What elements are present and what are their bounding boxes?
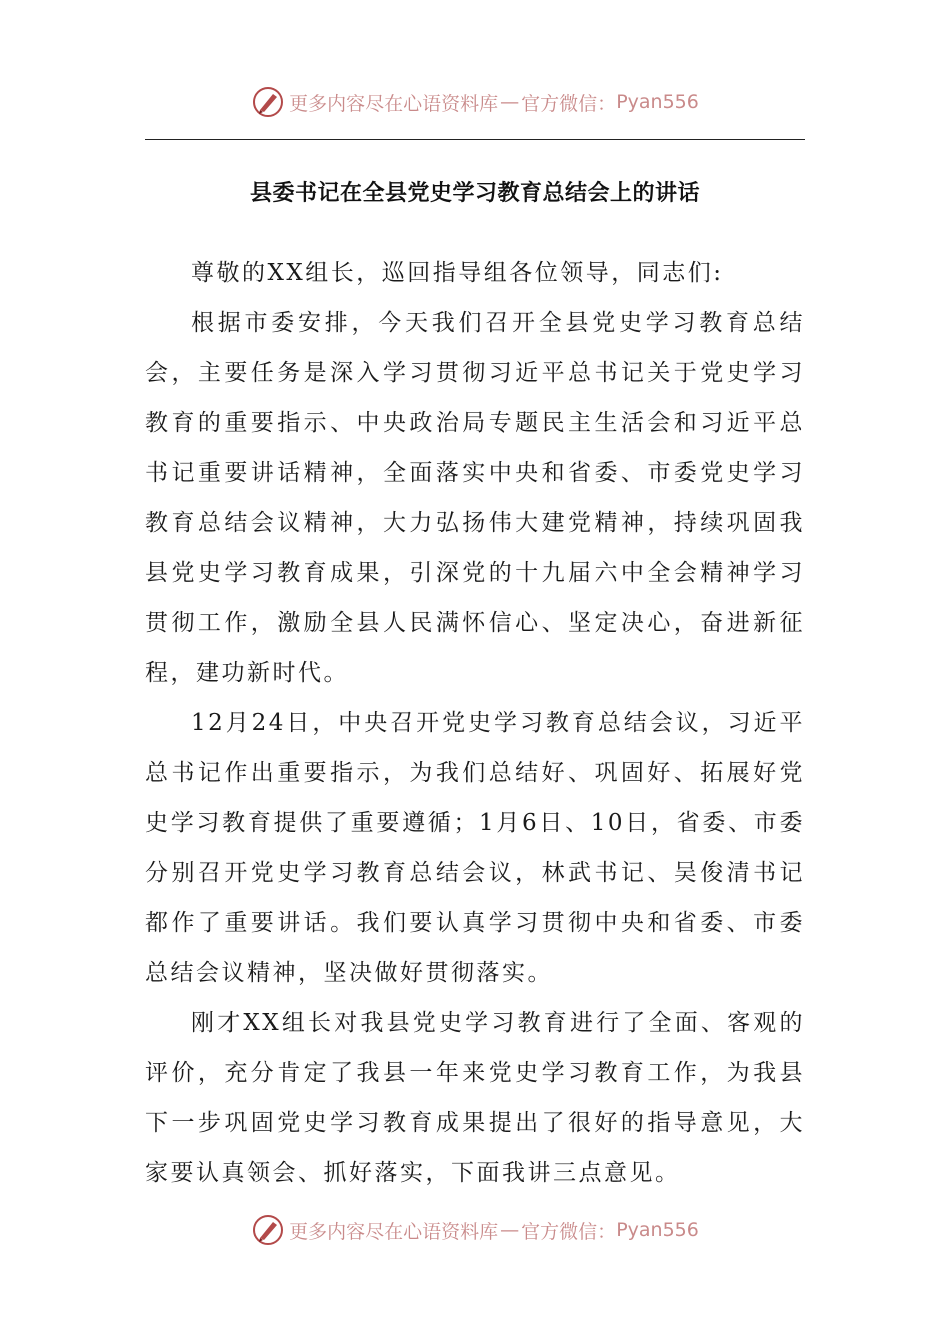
watermark-site-text: 更多内容尽在心语资料库 — [289, 92, 499, 115]
body-paragraph: 刚才XX组长对我县党史学习教育进行了全面、客观的评价，充分肯定了我县一年来党史学习教育工作，为我县下一步巩固党史学习教育成果提出了很好的指导意见，大家要认真领会、抓好落实，下面我讲三点意见。 — [145, 1010, 805, 1186]
document-title: 县委书记在全县党史学习教育总结会上的讲话 — [249, 180, 700, 206]
header-divider — [145, 139, 805, 140]
greeting-paragraph: 尊敬的XX组长，巡回指导组各位领导，同志们: — [191, 260, 724, 286]
watermark-wechat-id: Pyan556 — [616, 1219, 699, 1241]
watermark-official-text: 官方微信： — [521, 1220, 617, 1243]
watermark-site-text: 更多内容尽在心语资料库 — [289, 1220, 499, 1243]
watermark-dash: — — [500, 1219, 520, 1241]
pen-logo-icon — [251, 1213, 285, 1247]
watermark-wechat-id: Pyan556 — [616, 91, 699, 113]
body-paragraph: 根据市委安排，今天我们召开全县党史学习教育总结会，主要任务是深入学习贯彻习近平总书记关于党史学习教育的重要指示、中央政治局专题民主生活会和习近平总书记重要讲话精神，全面落实中央和省委、市委党史学习教育总结会议精神，大力弘扬伟大建党精神，持续巩固我县党史学习教育成果，引深党的十九届六中全会精神学习贯彻工作，激励全县人民满怀信心、坚定决心，奋进新征程，建功新时代。 — [145, 310, 805, 686]
body-paragraph: 12月24日，中央召开党史学习教育总结会议，习近平总书记作出重要指示，为我们总结好、巩固好、拓展好党史学习教育提供了重要遵循；1月6日、10日，省委、市委分别召开党史学习教育总结会议，林武书记、吴俊清书记都作了重要讲话。我们要认真学习贯彻中央和省委、市委总结会议精神，坚决做好贯彻落实。 — [145, 710, 805, 986]
watermark-banner-bottom — [0, 1210, 950, 1250]
pen-logo-icon — [251, 85, 285, 119]
watermark-dash: — — [500, 91, 520, 113]
watermark-banner-top — [0, 82, 950, 122]
watermark-official-text: 官方微信： — [521, 92, 617, 115]
document-body — [145, 248, 805, 1198]
